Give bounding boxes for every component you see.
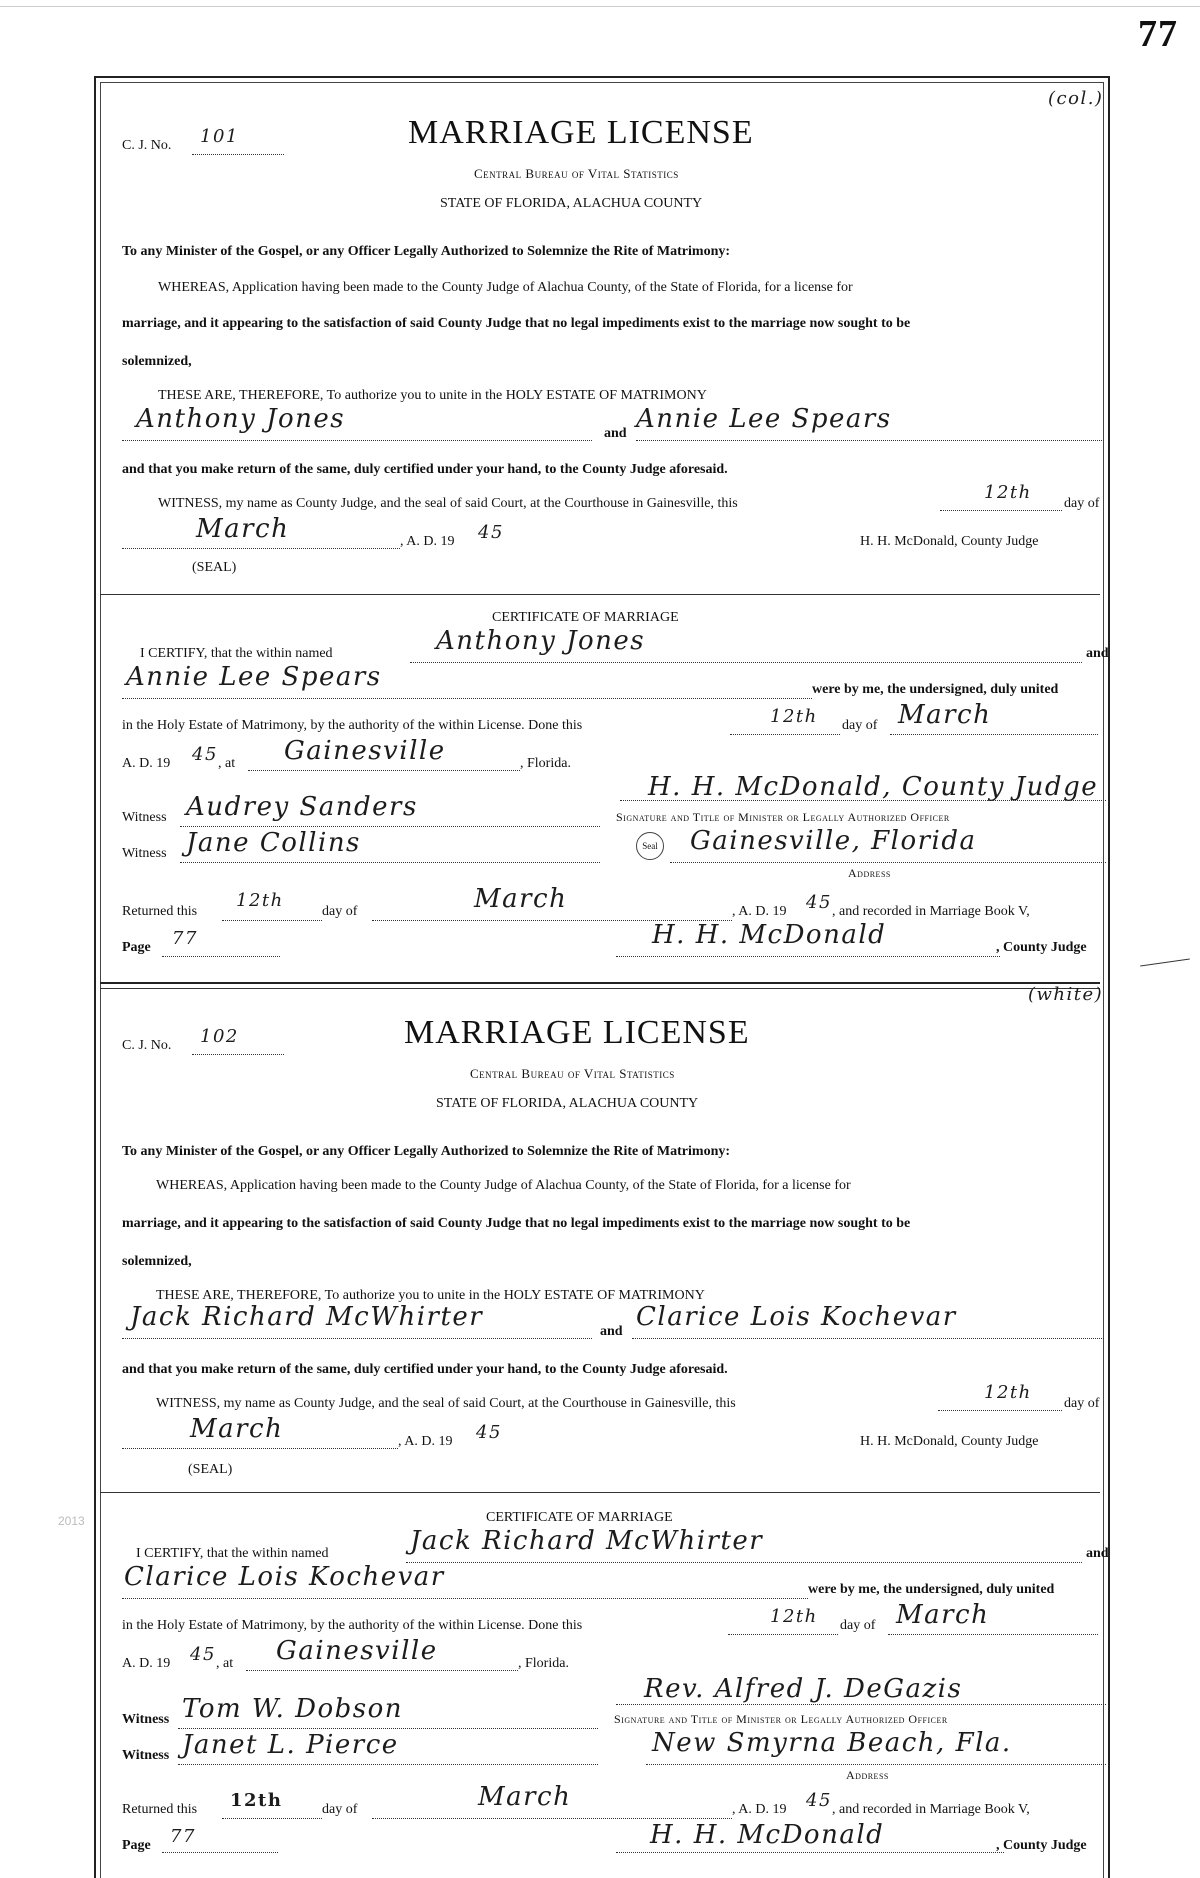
signature-caption: Signature and Title of Minister or Legally Authorized Officer — [614, 1712, 948, 1726]
cj-number: 101 — [200, 126, 239, 147]
bureau-name: Central Bureau of Vital Statistics — [474, 166, 679, 181]
seal-label: (SEAL) — [188, 1462, 233, 1477]
signature-caption: Signature and Title of Minister or Legally Authorized Officer — [616, 810, 950, 824]
witness-label-2: Witness — [122, 1748, 170, 1763]
ad-at-prefix: A. D. 19 — [122, 1656, 171, 1671]
returned-day-of: day of — [322, 904, 358, 919]
done-year: 45 — [190, 1644, 216, 1665]
witness-2: Janet L. Pierce — [182, 1730, 399, 1760]
page-number: 77 — [1138, 13, 1178, 55]
license-year: 45 — [478, 522, 504, 543]
returned-month-line — [372, 1818, 732, 1819]
officiant-address: New Smyrna Beach, Fla. — [652, 1728, 1012, 1758]
done-month-line — [888, 1634, 1098, 1635]
bureau-name: Central Bureau of Vital Statistics — [470, 1066, 675, 1081]
county-judge-label: , County Judge — [996, 940, 1087, 955]
day-of-label: day of — [1064, 1396, 1100, 1411]
witness-label-1: Witness — [122, 810, 167, 825]
returned-month: March — [478, 1782, 572, 1812]
done-day-line — [728, 1634, 838, 1635]
signature-line — [616, 1704, 1106, 1705]
page-no: 77 — [172, 928, 198, 949]
cj-number-label: C. J. No. — [122, 1038, 172, 1053]
judge-line: H. H. McDonald, County Judge — [860, 534, 1039, 549]
recorded-text: , and recorded in Marriage Book V, — [832, 1802, 1030, 1817]
done-day-line — [730, 734, 840, 735]
officiant-address: Gainesville, Florida — [690, 826, 977, 856]
witness-2: Jane Collins — [186, 828, 361, 858]
license-annotation: (white) — [1028, 984, 1104, 1005]
addressee-line: To any Minister of the Gospel, or any Officer Legally Authorized to Solemnize the Rite of Matrimony: — [122, 1144, 731, 1159]
page-no-line — [162, 1852, 278, 1853]
license-title: MARRIAGE LICENSE — [408, 114, 754, 151]
margin-pen-mark — [1140, 959, 1190, 967]
section-divider — [100, 594, 1100, 595]
returned-ad: , A. D. 19 — [732, 904, 787, 919]
cert-groom: Jack Richard McWhirter — [410, 1526, 764, 1556]
cert-groom-line — [410, 662, 1082, 663]
place-line — [248, 770, 520, 771]
bride-line — [636, 440, 1104, 441]
cj-number-line — [192, 154, 284, 155]
seal-label: (SEAL) — [192, 560, 237, 575]
these-are-line: THESE ARE, THEREFORE, To authorize you to unite in the HOLY ESTATE OF MATRIMONY — [156, 1288, 705, 1303]
license-separator — [100, 982, 1100, 989]
returned-prefix: Returned this — [122, 904, 198, 919]
groom-line — [122, 440, 592, 441]
page-label: Page — [122, 940, 151, 955]
witness-label-1: Witness — [122, 1712, 170, 1727]
signature-line — [620, 800, 1106, 801]
witness-2-line — [178, 1764, 598, 1765]
united-text: were by me, the undersigned, duly united — [812, 682, 1059, 697]
witness-2-line — [180, 862, 600, 863]
return-line: and that you make return of the same, duly certified under your hand, to the County Judge aforesaid. — [122, 462, 728, 477]
witness-1: Audrey Sanders — [186, 792, 418, 822]
address-caption: Address — [848, 866, 891, 880]
cert-bride-line — [122, 698, 812, 699]
place-line — [246, 1670, 518, 1671]
returned-ad: , A. D. 19 — [732, 1802, 787, 1817]
license-annotation: (col.) — [1048, 88, 1104, 109]
addressee-line: To any Minister of the Gospel, or any Officer Legally Authorized to Solemnize the Rite of Matrimony: — [122, 244, 731, 259]
witness-label-2: Witness — [122, 846, 167, 861]
done-month: March — [896, 1600, 990, 1630]
cj-number-label: C. J. No. — [122, 138, 172, 153]
return-line: and that you make return of the same, duly certified under your hand, to the County Judge aforesaid. — [122, 1362, 728, 1377]
at-label: , at — [216, 1656, 234, 1671]
license-year: 45 — [476, 1422, 502, 1443]
state-county: STATE OF FLORIDA, ALACHUA COUNTY — [436, 1096, 699, 1111]
returned-day-line — [222, 920, 322, 921]
recorder-line — [616, 1852, 1004, 1853]
page-label: Page — [122, 1838, 151, 1853]
returned-prefix: Returned this — [122, 1802, 198, 1817]
place: Gainesville — [284, 736, 446, 766]
license-month: March — [196, 514, 290, 544]
done-month-line — [890, 734, 1098, 735]
witness-1: Tom W. Dobson — [182, 1694, 403, 1724]
recorder-signature: H. H. McDonald — [650, 1820, 885, 1850]
place: Gainesville — [276, 1636, 438, 1666]
whereas-line-2: marriage, and it appearing to the satisfaction of said County Judge that no legal impediments exist to the marriage now sought to be — [122, 316, 911, 331]
and-label: and — [604, 426, 627, 441]
page-no: 77 — [170, 1826, 196, 1847]
certificate-title: CERTIFICATE OF MARRIAGE — [492, 610, 679, 625]
returned-day-line — [222, 1818, 322, 1819]
county-judge-label: , County Judge — [996, 1838, 1087, 1853]
these-are-line: THESE ARE, THEREFORE, To authorize you to unite in the HOLY ESTATE OF MATRIMONY — [158, 388, 707, 403]
copyright-watermark: 2013 — [58, 1514, 85, 1528]
florida-label: , Florida. — [520, 756, 571, 771]
done-day: 12th — [770, 1606, 818, 1627]
whereas-line-2: marriage, and it appearing to the satisfaction of said County Judge that no legal impediments exist to the marriage now sought to be — [122, 1216, 911, 1231]
top-edge-line — [0, 6, 1200, 7]
whereas-line-1: WHEREAS, Application having been made to the County Judge of Alachua County, of the State of Florida, for a license for — [158, 280, 853, 295]
cj-number: 102 — [200, 1026, 239, 1047]
address-caption: Address — [846, 1768, 889, 1782]
whereas-line-3: solemnized, — [122, 354, 192, 369]
done-month: March — [898, 700, 992, 730]
returned-year: 45 — [806, 892, 832, 913]
judge-line: H. H. McDonald, County Judge — [860, 1434, 1039, 1449]
license-day: 12th — [984, 1382, 1032, 1403]
cert-bride: Annie Lee Spears — [126, 662, 382, 692]
license-month-line — [122, 548, 400, 549]
day-of-label-2: day of — [840, 1618, 876, 1633]
groom-name: Anthony Jones — [136, 404, 346, 434]
returned-day: 12th — [230, 1790, 283, 1811]
ad-prefix: , A. D. 19 — [398, 1434, 453, 1449]
united-text: were by me, the undersigned, duly united — [808, 1582, 1055, 1597]
license-title: MARRIAGE LICENSE — [404, 1014, 750, 1051]
and-label: and — [600, 1324, 623, 1339]
certify-prefix: I CERTIFY, that the within named — [140, 646, 333, 661]
cert-bride: Clarice Lois Kochevar — [124, 1562, 445, 1592]
license-month-line — [122, 1448, 398, 1449]
bride-name: Annie Lee Spears — [636, 404, 892, 434]
ad-prefix: , A. D. 19 — [400, 534, 455, 549]
officiant-seal-stamp: Seal — [636, 832, 664, 860]
certify-prefix: I CERTIFY, that the within named — [136, 1546, 329, 1561]
at-label: , at — [218, 756, 236, 771]
whereas-line-1: WHEREAS, Application having been made to the County Judge of Alachua County, of the State of Florida, for a license for — [156, 1178, 851, 1193]
officiant-address-line — [646, 1764, 1106, 1765]
holy-estate-text: in the Holy Estate of Matrimony, by the authority of the within License. Done this — [122, 718, 583, 733]
bride-line — [632, 1338, 1104, 1339]
day-of-label: day of — [1064, 496, 1100, 511]
groom-line — [122, 1338, 592, 1339]
witness-intro: WITNESS, my name as County Judge, and the seal of said Court, at the Courthouse in Gainesville, this — [156, 1396, 736, 1411]
license-day-line — [938, 1410, 1062, 1411]
license-day: 12th — [984, 482, 1032, 503]
done-day: 12th — [770, 706, 818, 727]
recorded-text: , and recorded in Marriage Book V, — [832, 904, 1030, 919]
witness-1-line — [178, 1728, 598, 1729]
license-day-line — [940, 510, 1062, 511]
day-of-label-2: day of — [842, 718, 878, 733]
returned-day-of: day of — [322, 1802, 358, 1817]
returned-year: 45 — [806, 1790, 832, 1811]
page-no-line — [162, 956, 280, 957]
cj-number-line — [192, 1054, 284, 1055]
section-divider — [100, 1492, 1100, 1493]
officiant-signature: H. H. McDonald, County Judge — [648, 772, 1099, 802]
witness-intro: WITNESS, my name as County Judge, and the seal of said Court, at the Courthouse in Gainesville, this — [158, 496, 738, 511]
cert-groom: Anthony Jones — [436, 626, 646, 656]
florida-label: , Florida. — [518, 1656, 569, 1671]
returned-day: 12th — [236, 890, 284, 911]
officiant-address-line — [670, 862, 1106, 863]
bride-name: Clarice Lois Kochevar — [636, 1302, 957, 1332]
state-county: STATE OF FLORIDA, ALACHUA COUNTY — [440, 196, 703, 211]
recorder-signature: H. H. McDonald — [652, 920, 887, 950]
license-month: March — [190, 1414, 284, 1444]
witness-1-line — [180, 826, 600, 827]
ad-at-prefix: A. D. 19 — [122, 756, 171, 771]
cert-bride-line — [122, 1598, 808, 1599]
officiant-signature: Rev. Alfred J. DeGazis — [644, 1674, 963, 1704]
certificate-title: CERTIFICATE OF MARRIAGE — [486, 1510, 673, 1525]
cert-and: and — [1086, 1546, 1109, 1561]
cert-groom-line — [406, 1562, 1082, 1563]
groom-name: Jack Richard McWhirter — [130, 1302, 484, 1332]
cert-and: and — [1086, 646, 1109, 661]
whereas-line-3: solemnized, — [122, 1254, 192, 1269]
recorder-line — [616, 956, 1000, 957]
returned-month: March — [474, 884, 568, 914]
done-year: 45 — [192, 744, 218, 765]
holy-estate-text: in the Holy Estate of Matrimony, by the authority of the within License. Done this — [122, 1618, 583, 1633]
